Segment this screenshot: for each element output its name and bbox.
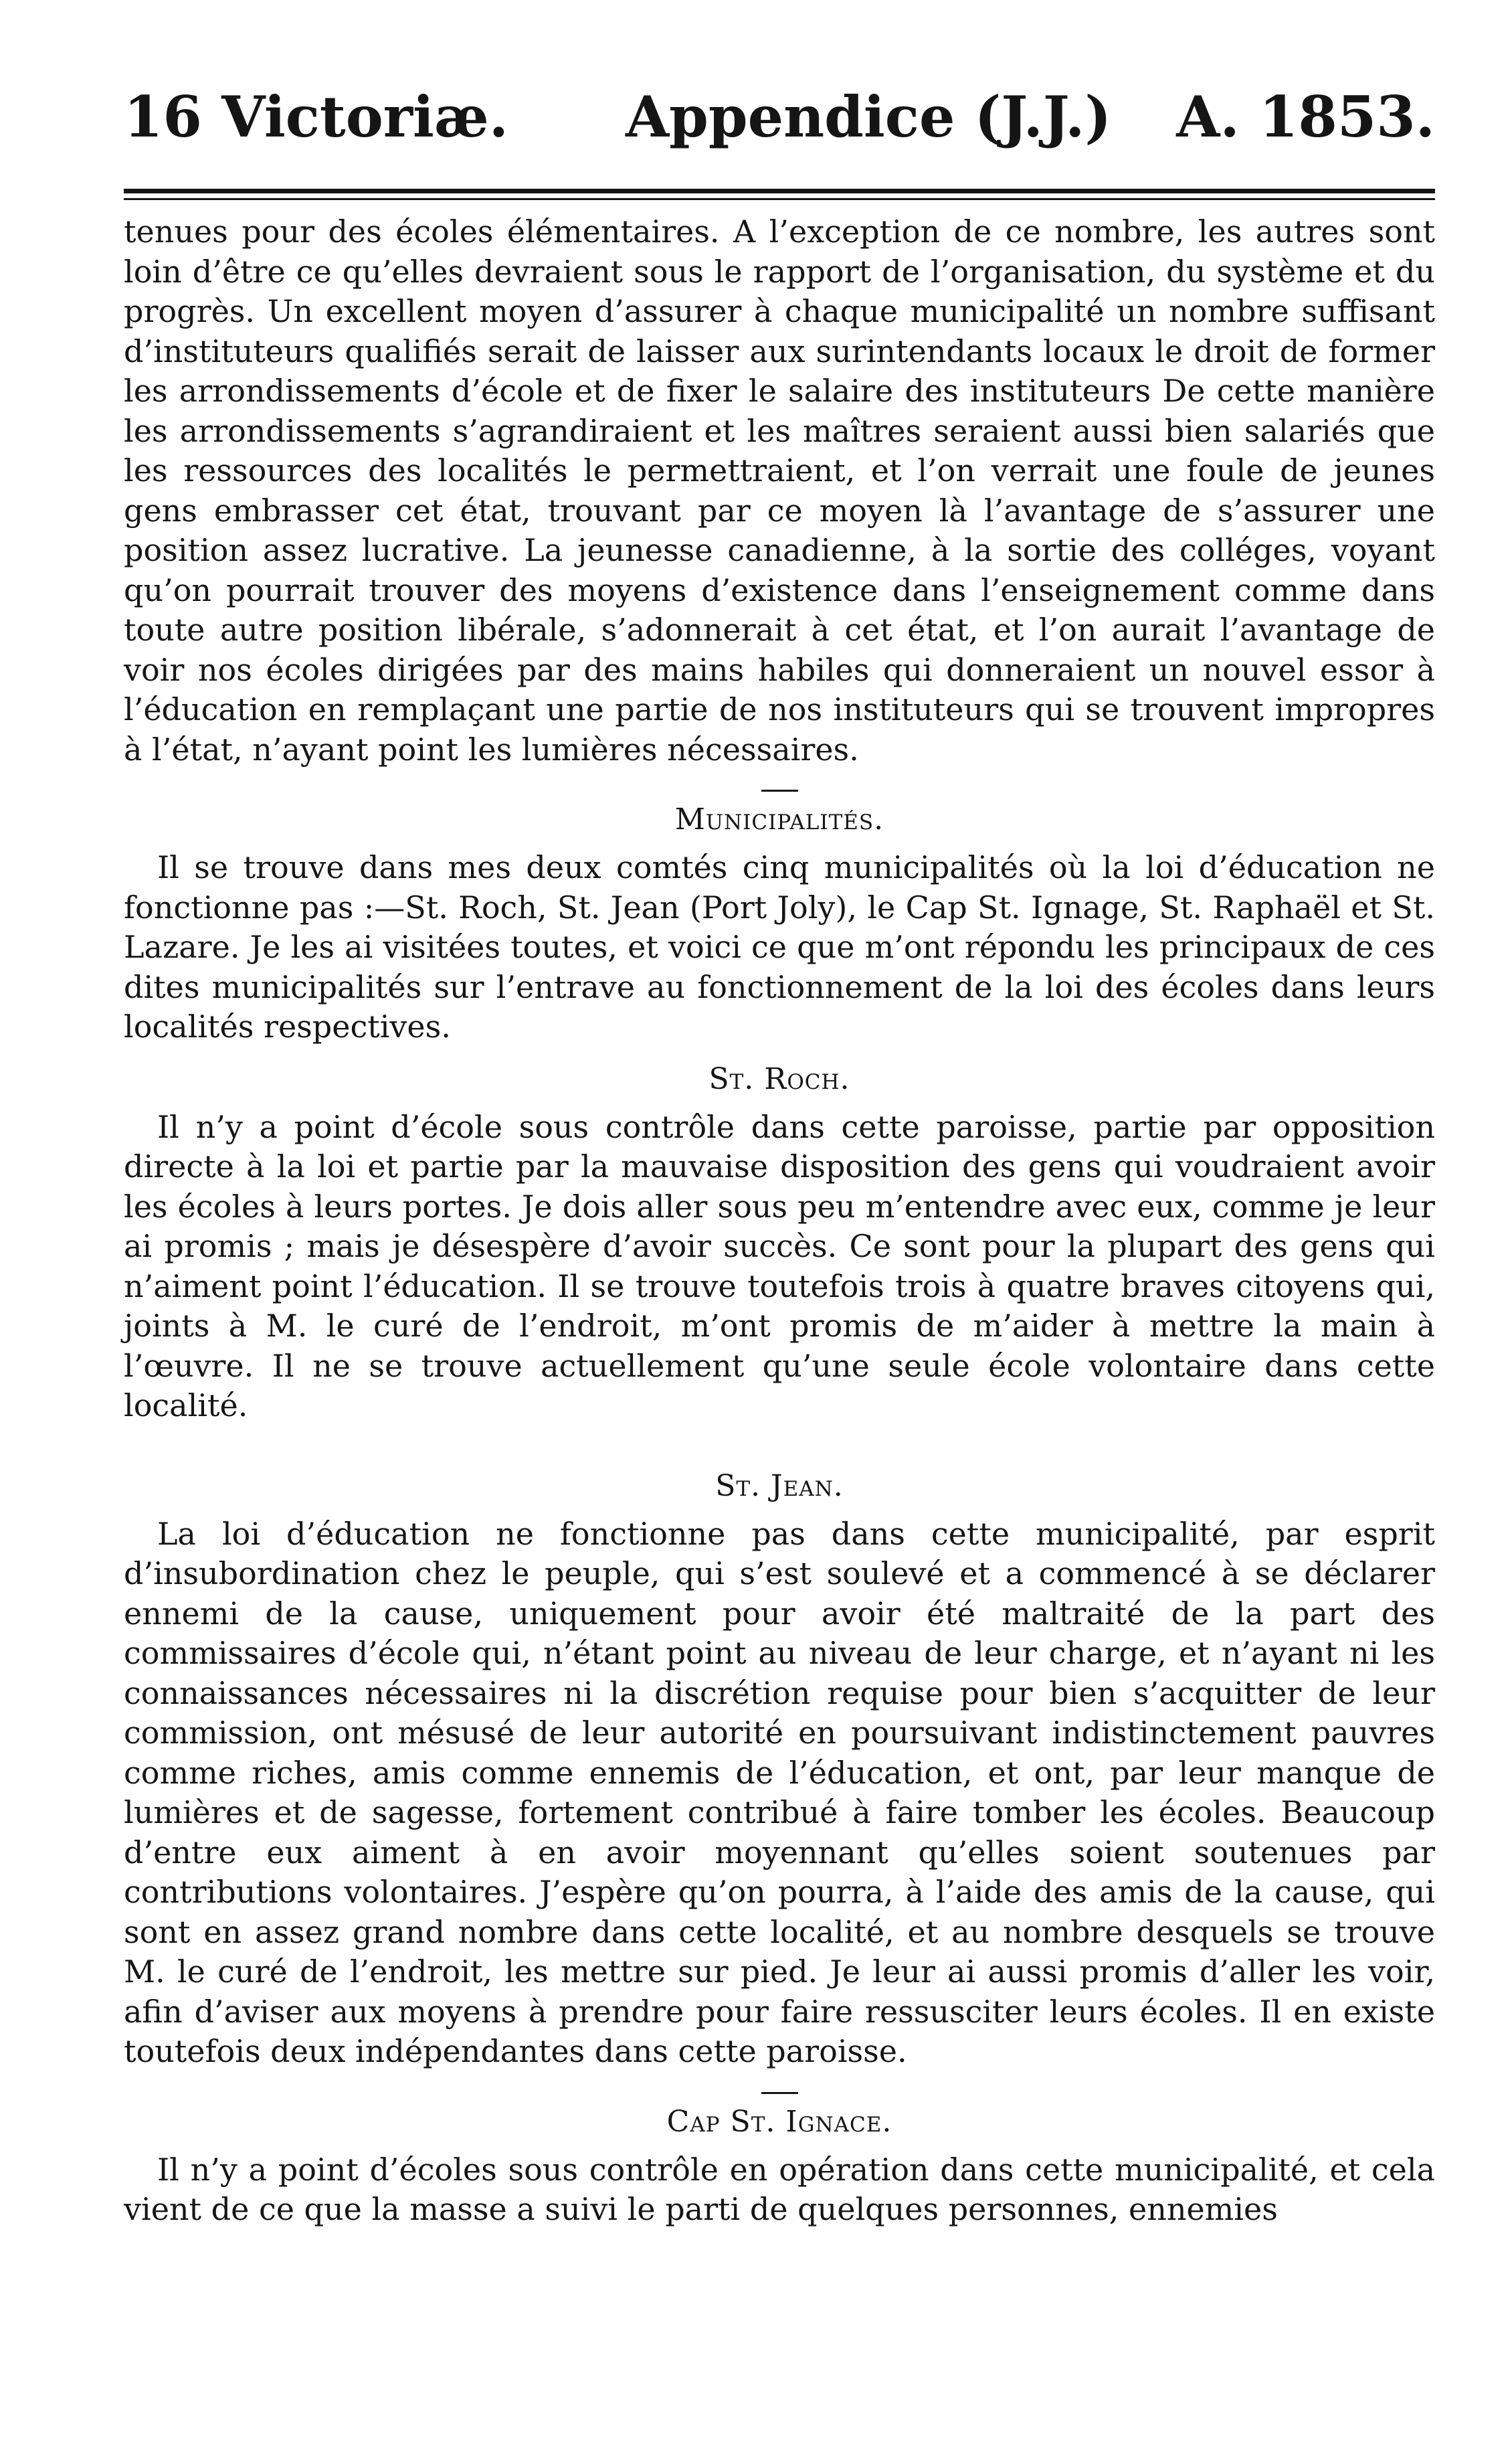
header-appendix: Appendice (J.J.)	[626, 84, 1112, 150]
cap-st-ignace-paragraph: Il n’y a point d’écoles sous contrôle en opération dans cette municipalité, et cela vient de ce que la masse a suivi le parti de quelques personnes, ennemies	[124, 2151, 1435, 2227]
intro-paragraph: tenues pour des écoles élémentaires. A l’exception de ce nombre, les autres sont loin d’être ce qu’elles devraient sous le rapport de l’organisation, du système et du progrès. Un excellent moyen d’assurer à chaque municipalité un nombre suffisant d’instituteurs qualifiés serait de laisser aux surintendants locaux le droit de former les arrondissements d’école et de fixer le salaire des instituteurs De cette manière les arrondissements s’agrandiraient et les maîtres seraient aussi bien salariés que les ressources des localités le permettraient, et l’on verrait une foule de jeunes gens embrasser cet état, trouvant par ce moyen là l’avantage de s’assurer une position assez lucrative. La jeunesse canadienne, à la sortie des colléges, voyant qu’on pourrait trouver des moyens d’existence dans l’enseignement comme dans toute autre position libérale, s’adonnerait à cet état, et l’on aurait l’avantage de voir nos écoles dirigées par des mains habiles qui donneraient un nouvel essor à l’éducation en remplaçant une partie de nos instituteurs qui se trouvent impropres à l’état, n’ayant point les lumières nécessaires.	[124, 213, 1435, 768]
st-roch-paragraph: Il n’y a point d’école sous contrôle dans cette paroisse, partie par opposition directe à la loi et partie par la mauvaise disposition des gens qui voudraient avoir les écoles à leurs portes. Je dois aller sous peu m’entendre avec eux, comme je leur ai promis ; mais je désespère d’avoir succès. Ce sont pour la plupart des gens qui n’aiment point l’éducation. Il se trouve toutefois trois à quatre braves citoyens qui, joints à M. le curé de l’endroit, m’ont promis de m’aider à mettre la main à l’œuvre. Il ne se trouve actuellement qu’une seule école volontaire dans cette localité.	[124, 1108, 1435, 1423]
section-divider	[761, 2092, 798, 2094]
document-page	[124, 80, 1435, 2230]
st-jean-paragraph: La loi d’éducation ne fonctionne pas dans cette municipalité, par esprit d’insubordination chez le peuple, qui s’est soulevé et a commencé à se déclarer ennemi de la cause, uniquement pour avoir été maltraité de la part des commissaires d’école qui, n’étant point au niveau de leur charge, et n’ayant ni les connaissances nécessaires ni la discrétion requise pour bien s’acquitter de leur commission, ont mésusé de leur autorité en poursuivant indistinctement pauvres comme riches, amis comme ennemis de l’éducation, et ont, par leur manque de lumières et de sagesse, fortement contribué à faire tomber les écoles. Beaucoup d’entre eux aiment à en avoir moyennant qu’elles soient soutenues par contributions volontaires. J’espère qu’on pourra, à l’aide des amis de la cause, qui sont en assez grand nombre dans cette localité, et au nombre desquels se trouve M. le curé de l’endroit, les mettre sur pied. Je leur ai aussi promis d’aller les voir, afin d’aviser aux moyens à prendre pour faire ressusciter leurs écoles. Il en existe toutefois deux indépendantes dans cette paroisse.	[124, 1515, 1435, 2069]
header-session: 16 Victoriæ.	[124, 84, 509, 150]
section-title-municipalites: Municipalités.	[674, 802, 884, 837]
running-header	[124, 80, 1435, 154]
section-title-st-roch: St. Roch.	[708, 1061, 850, 1096]
header-year: A. 1853.	[1176, 84, 1435, 150]
section-divider	[761, 790, 798, 792]
header-double-rule	[124, 189, 1435, 200]
section-title-st-jean: St. Jean.	[715, 1468, 844, 1503]
municipalites-paragraph: Il se trouve dans mes deux comtés cinq municipalités où la loi d’éducation ne fonctionne pas :—St. Roch, St. Jean (Port Joly), le Cap St. Ignage, St. Raphaël et St. Lazare. Je les ai visitées toutes, et voici ce que m’ont répondu les principaux de ces dites municipalités sur l’entrave au fonctionnement de la loi des écoles dans leurs localités respectives.	[124, 849, 1435, 1045]
section-title-cap-st-ignace: Cap St. Ignace.	[666, 2104, 892, 2139]
